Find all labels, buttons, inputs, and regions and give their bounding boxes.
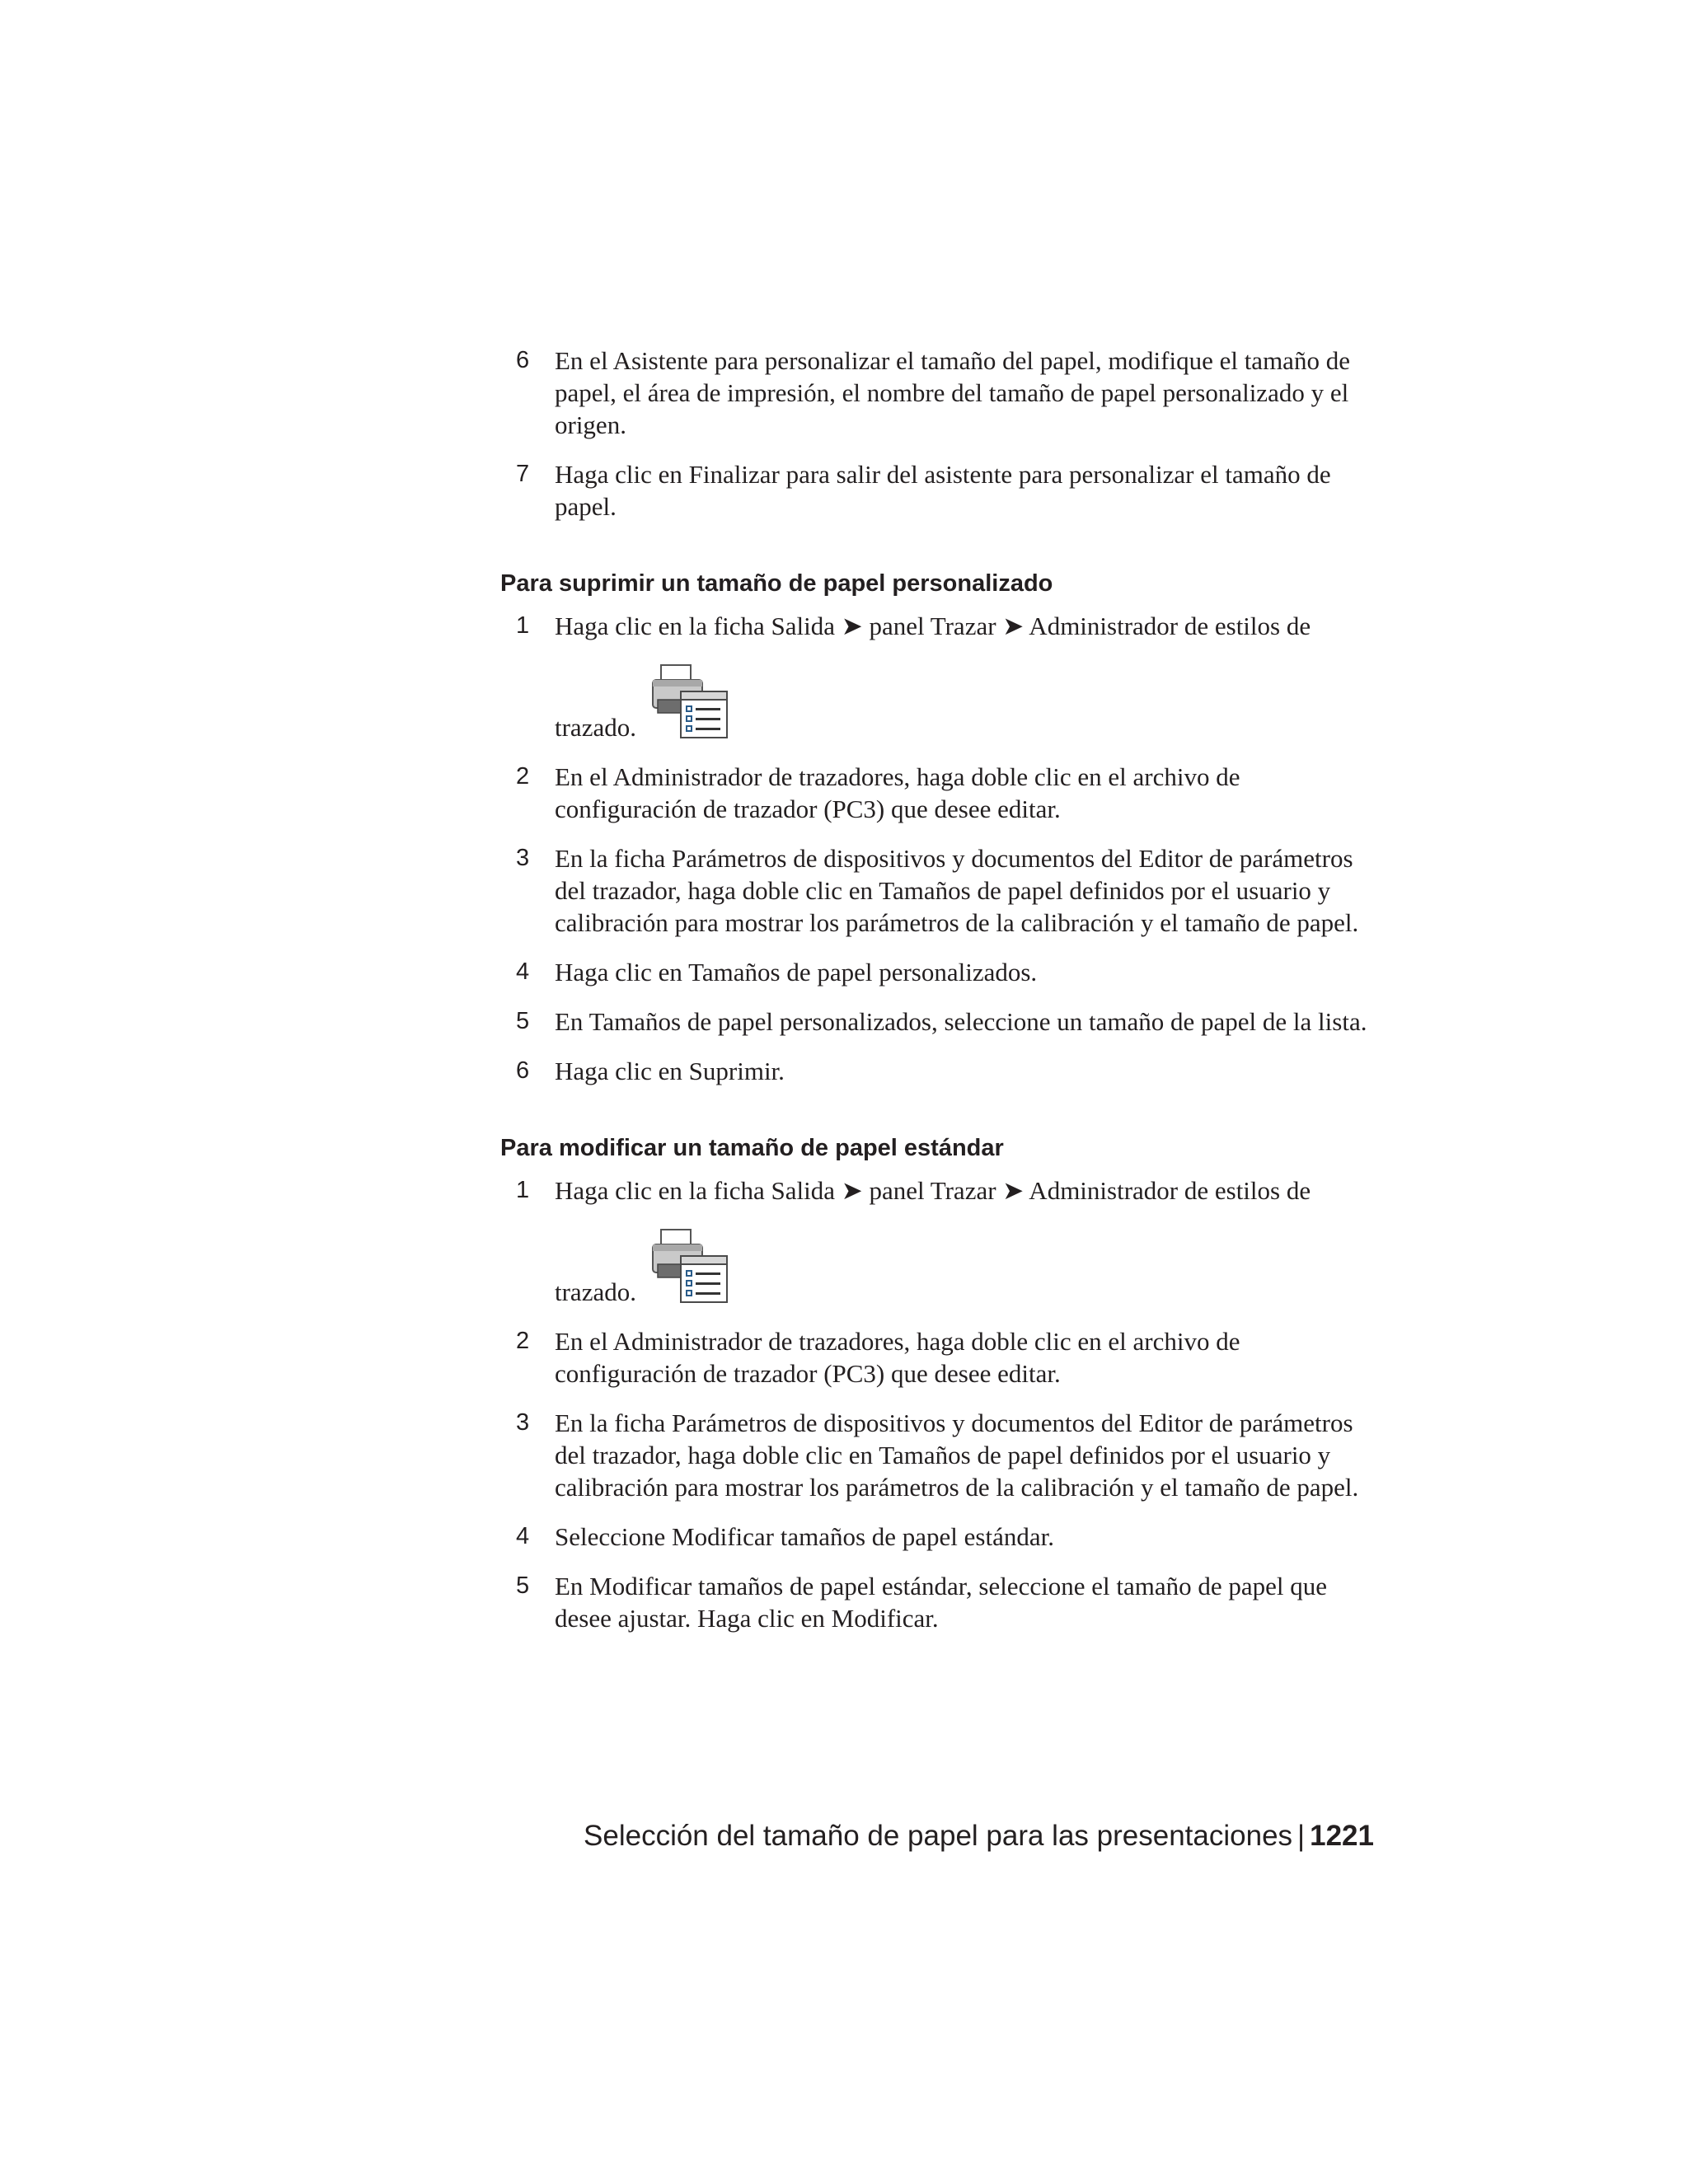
list-item	[500, 1055, 1374, 1087]
page-footer	[584, 1820, 1374, 1853]
step-number: 6	[516, 1057, 530, 1084]
step-text-end: trazado.	[555, 1277, 636, 1306]
step-number: 6	[516, 347, 530, 373]
step-text: Haga clic en la ficha Salida ➤ panel Trazar ➤ Administrador de estilos de	[555, 1176, 1311, 1205]
step-text: Haga clic en Finalizar para salir del asistente para personalizar el tamaño de papel.	[555, 460, 1331, 521]
list-item	[500, 1325, 1374, 1390]
step-text: Haga clic en Tamaños de papel personalizados.	[555, 958, 1038, 987]
list-item	[500, 344, 1374, 441]
step-text-end: trazado.	[555, 713, 636, 742]
list-item	[500, 458, 1374, 523]
step-number: 3	[516, 1409, 530, 1436]
plotter-manager-icon	[649, 663, 729, 743]
step-number: 2	[516, 763, 530, 790]
list-item	[500, 842, 1374, 939]
step-text: En la ficha Parámetros de dispositivos y documentos del Editor de parámetros del trazador, haga doble clic en Tamaños de papel definidos por el usuario y calibración para mostrar los parámetros de la calibración y el tamaño de papel.	[555, 844, 1359, 937]
step-text: Haga clic en Suprimir.	[555, 1057, 785, 1085]
list-item	[500, 956, 1374, 988]
step-text: En el Asistente para personalizar el tamaño del papel, modifique el tamaño de papel, el área de impresión, el nombre del tamaño de papel personalizado y el origen.	[555, 346, 1350, 439]
list-item	[500, 610, 1374, 743]
step-text: En el Administrador de trazadores, haga doble clic en el archivo de configuración de trazador (PC3) que desee editar.	[555, 1327, 1240, 1388]
step-number: 2	[516, 1328, 530, 1354]
list-item	[500, 1174, 1374, 1308]
step-text: En Modificar tamaños de papel estándar, seleccione el tamaño de papel que desee ajustar. Haga clic en Modificar.	[555, 1572, 1327, 1633]
step-number: 5	[516, 1008, 530, 1034]
step-text: En el Administrador de trazadores, haga doble clic en el archivo de configuración de trazador (PC3) que desee editar.	[555, 762, 1240, 823]
step-number: 3	[516, 845, 530, 871]
step-number: 1	[516, 612, 530, 639]
step-number: 7	[516, 461, 530, 487]
step-text: En la ficha Parámetros de dispositivos y documentos del Editor de parámetros del trazador, haga doble clic en Tamaños de papel definidos por el usuario y calibración para mostrar los parámetros de la calibración y el tamaño de papel.	[555, 1408, 1359, 1502]
page-number: 1221	[1310, 1820, 1374, 1852]
list-item	[500, 1407, 1374, 1503]
step-text: Haga clic en la ficha Salida ➤ panel Trazar ➤ Administrador de estilos de	[555, 612, 1311, 640]
list-item	[500, 1521, 1374, 1553]
list-item	[500, 1005, 1374, 1038]
footer-separator: |	[1297, 1820, 1306, 1852]
section-heading-modify: Para modificar un tamaño de papel estándar	[500, 1135, 1004, 1161]
section-heading-delete: Para suprimir un tamaño de papel personalizado	[500, 570, 1053, 597]
page-content	[500, 344, 1374, 1652]
list-item	[500, 761, 1374, 825]
list-item	[500, 1570, 1374, 1634]
step-number: 4	[516, 1523, 530, 1549]
footer-title: Selección del tamaño de papel para las presentaciones	[584, 1820, 1293, 1852]
step-number: 4	[516, 958, 530, 985]
step-number: 1	[516, 1177, 530, 1203]
step-number: 5	[516, 1572, 530, 1599]
plotter-manager-icon	[649, 1228, 729, 1307]
step-text: Seleccione Modificar tamaños de papel estándar.	[555, 1522, 1054, 1551]
step-text: En Tamaños de papel personalizados, seleccione un tamaño de papel de la lista.	[555, 1007, 1367, 1036]
